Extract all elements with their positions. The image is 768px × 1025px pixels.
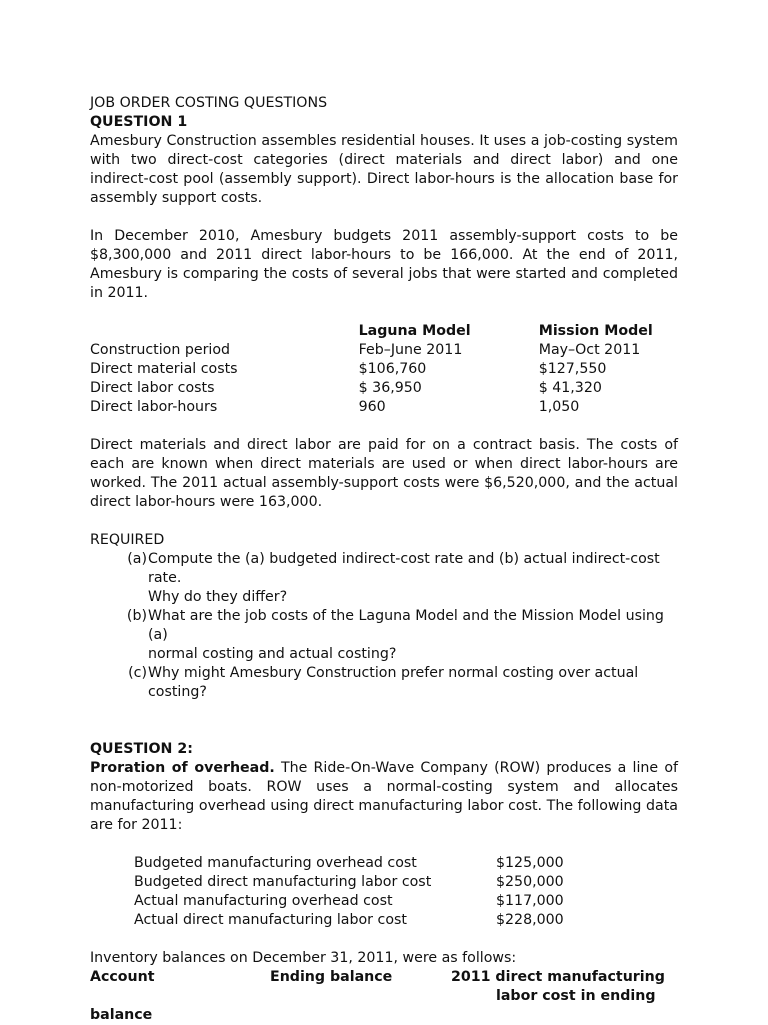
table-cell: Budgeted manufacturing overhead cost bbox=[134, 855, 417, 871]
q1-paragraph-3: Direct materials and direct labor are paid for on a contract basis. The costs of each are known when direct materials are used or when direct labor-hours are worked. The 2011 actual assembly-support costs were $6,520,000, and the actual direct labor-hours were 163,000. bbox=[90, 437, 678, 510]
document-title: JOB ORDER COSTING QUESTIONS bbox=[90, 95, 328, 111]
table-cell: $ 41,320 bbox=[538, 380, 602, 396]
q1-table-header bbox=[90, 322, 678, 341]
question-1-heading: QUESTION 1 bbox=[90, 114, 188, 130]
required-list bbox=[90, 550, 678, 702]
inventory-table-header bbox=[90, 968, 678, 1006]
list-item-text: normal costing and actual costing? bbox=[148, 646, 397, 662]
table-cell: Actual direct manufacturing labor cost bbox=[134, 912, 407, 928]
table-row bbox=[90, 379, 678, 398]
table-cell: $228,000 bbox=[496, 912, 564, 928]
table-cell: 960 bbox=[358, 399, 386, 415]
table-cell: $250,000 bbox=[496, 874, 564, 890]
document-page bbox=[90, 94, 678, 1025]
header-dml-line2: labor cost in ending bbox=[496, 988, 656, 1004]
list-item bbox=[90, 664, 678, 702]
table-cell: Construction period bbox=[90, 342, 231, 358]
table-row bbox=[134, 854, 678, 873]
header-dml-cost bbox=[451, 968, 678, 1006]
q1-paragraph-1: Amesbury Construction assembles residential houses. It uses a job-costing system with two direct-cost categories (direct materials and direct labor) and one indirect-cost pool (assembly support). Direct labor-hours is the allocation base for assembly support costs. bbox=[90, 133, 678, 206]
list-item bbox=[90, 550, 678, 607]
q2-paragraph-1 bbox=[90, 759, 678, 835]
list-item-label: (c) bbox=[128, 665, 147, 681]
list-item-text: Why might Amesbury Construction prefer normal costing over actual costing? bbox=[148, 665, 639, 700]
header-dml-line1: 2011 direct manufacturing bbox=[451, 969, 665, 985]
list-item-label: (a) bbox=[127, 551, 147, 567]
header-ending-balance: Ending balance bbox=[270, 969, 393, 985]
question-2-heading: QUESTION 2: bbox=[90, 741, 193, 757]
table-cell: $117,000 bbox=[496, 893, 564, 909]
table-header-mission: Mission Model bbox=[538, 323, 653, 339]
table-row bbox=[134, 911, 678, 930]
list-item-label: (b) bbox=[126, 608, 147, 624]
table-header-laguna: Laguna Model bbox=[358, 323, 471, 339]
q1-paragraph-2: In December 2010, Amesbury budgets 2011 assembly-support costs to be $8,300,000 and 2011 direct labor-hours to be 166,000. At the end of 2011, Amesbury is comparing the costs of several jobs that were started and completed in 2011. bbox=[90, 228, 678, 301]
table-row bbox=[90, 398, 678, 417]
q1-cost-table bbox=[90, 322, 678, 417]
inventory-intro: Inventory balances on December 31, 2011, were as follows: bbox=[90, 950, 517, 966]
table-cell: $ 36,950 bbox=[358, 380, 422, 396]
list-item-text: Compute the (a) budgeted indirect-cost rate and (b) actual indirect-cost rate. bbox=[148, 551, 660, 586]
table-header-blank bbox=[90, 322, 359, 341]
table-cell: Direct material costs bbox=[90, 361, 238, 377]
table-cell: Direct labor-hours bbox=[90, 399, 218, 415]
q2-data-table bbox=[90, 854, 678, 930]
table-cell: $125,000 bbox=[496, 855, 564, 871]
table-row bbox=[134, 873, 678, 892]
table-cell: Direct labor costs bbox=[90, 380, 215, 396]
q2-lead-text: The Ride-On-Wave Company (ROW) produces a line of non-motorized boats. ROW uses a normal-costing system and allocates manufacturing overhead using direct manufacturing labor cost. The following data are for 2011: bbox=[90, 760, 678, 833]
required-label: REQUIRED bbox=[90, 532, 165, 548]
list-item-text: What are the job costs of the Laguna Model and the Mission Model using (a) bbox=[148, 608, 664, 643]
table-cell: $127,550 bbox=[538, 361, 607, 377]
header-account: Account bbox=[90, 969, 155, 985]
table-row bbox=[90, 341, 678, 360]
table-cell: Actual manufacturing overhead cost bbox=[134, 893, 393, 909]
table-row bbox=[134, 892, 678, 911]
table-cell: May–Oct 2011 bbox=[538, 342, 641, 358]
table-cell: 1,050 bbox=[538, 399, 580, 415]
q2-lead-bold: Proration of overhead. bbox=[90, 760, 275, 776]
table-cell: Budgeted direct manufacturing labor cost bbox=[134, 874, 432, 890]
table-cell: $106,760 bbox=[358, 361, 427, 377]
table-cell: Feb–June 2011 bbox=[358, 342, 463, 358]
table-row bbox=[90, 360, 678, 379]
list-item-text: Why do they differ? bbox=[148, 589, 288, 605]
header-balance: balance bbox=[90, 1007, 153, 1023]
list-item bbox=[90, 607, 678, 664]
